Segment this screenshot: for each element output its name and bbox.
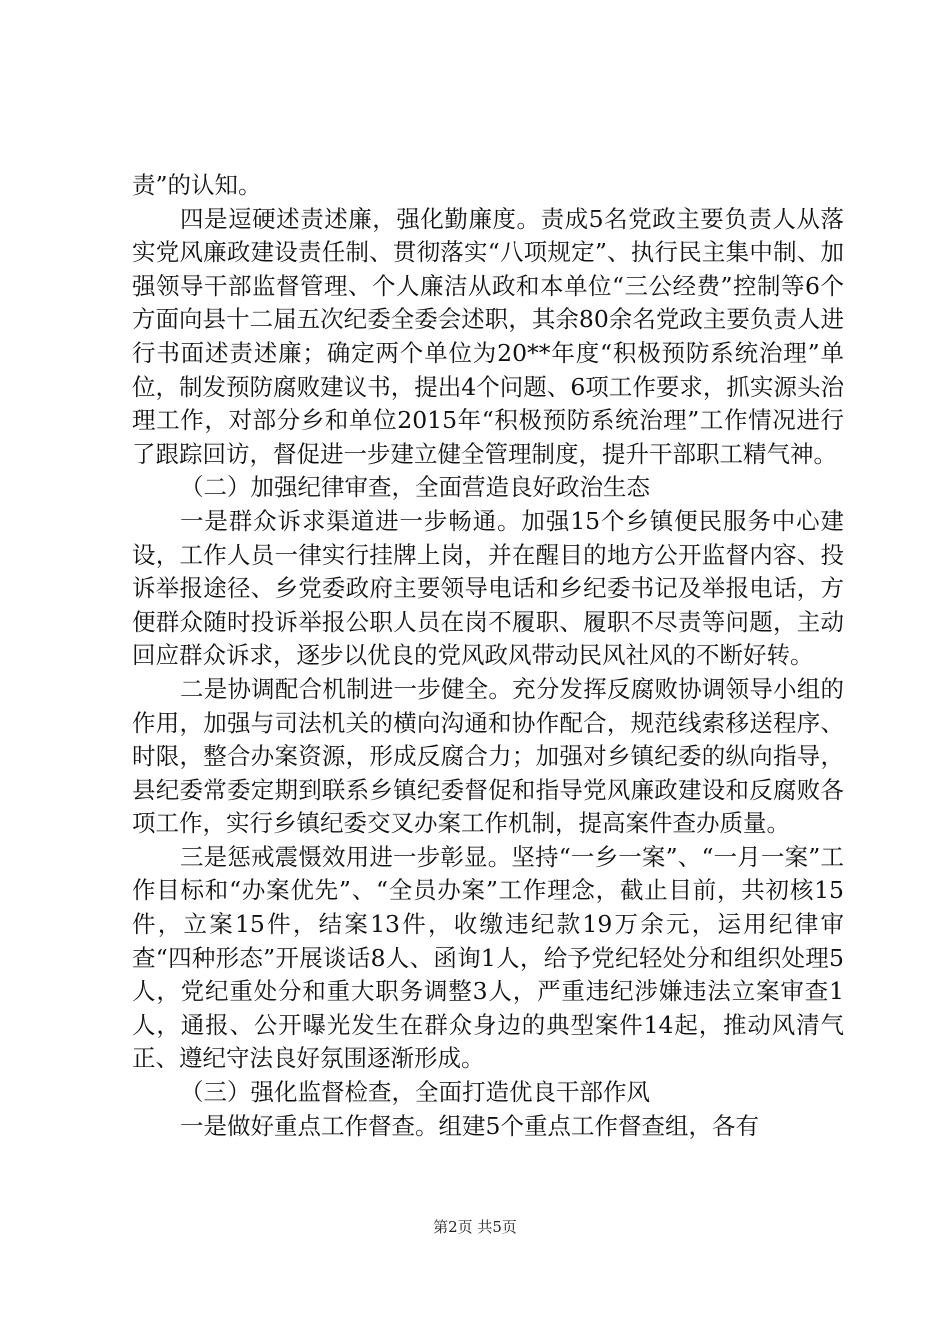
section-heading-two: （二）加强纪律审查，全面营造良好政治生态 [180,473,650,502]
paragraph-item-two: 二是协调配合机制进一步健全。充分发挥反腐败协调领导小组的作用，加强与司法机关的横向沟通和协作配合，规范线索移送程序、时限，整合办案资源，形成反腐合力；加强对乡镇纪委的纵向指导，县纪委常委定期到联系乡镇纪委督促和指导党风廉政建设和反腐败各项工作，实行乡镇纪委交叉办案工作机制，提高案件查办质量。 [132,674,844,838]
document-body [132,169,844,1143]
paragraph-item-one: 一是群众诉求渠道进一步畅通。加强15个乡镇便民服务中心建设，工作人员一律实行挂牌上岗，并在醒目的地方公开监督内容、投诉举报途径、乡党委政府主要领导电话和乡纪委书记及举报电话，方便群众随时投诉举报公职人员在岗不履职、履职不尽责等问题，主动回应群众诉求，逐步以优良的党风政风带动民风社风的不断好转。 [132,506,844,670]
paragraph-item-four: 四是逗硬述责述廉，强化勤廉度。责成5名党政主要负责人从落实党风廉政建设责任制、贯彻落实“八项规定”、执行民主集中制、加强领导干部监督管理、个人廉洁从政和本单位“三公经费”控制等6个方面向县十二届五次纪委全委会述职，其余80余名党政主要负责人进行书面述责述廉；确定两个单位为20**年度“积极预防系统治理”单位，制发预防腐败建议书，提出4个问题、6项工作要求，抓实源头治理工作，对部分乡和单位2015年“积极预防系统治理”工作情况进行了跟踪回访，督促进一步建立健全管理制度，提升干部职工精气神。 [132,204,844,468]
page-footer: 第2页 共5页 [433,1218,517,1236]
paragraph-item-three: 三是惩戒震慑效用进一步彰显。坚持“一乡一案”、“一月一案”工作目标和“办案优先”、“全员办案”工作理念，截止目前，共初核15件，立案15件，结案13件，收缴违纪款19万余元，运用纪律审查“四种形态”开展谈话8人、函询1人，给予党纪轻处分和组织处理5人，党纪重处分和重大职务调整3人，严重违纪涉嫌违法立案审查1人，通报、公开曝光发生在群众身边的典型案件14起，推动风清气正、遵纪守法良好氛围逐渐形成。 [132,842,844,1073]
paragraph-item-one-supervision: 一是做好重点工作督查。组建5个重点工作督查组，各有 [180,1111,759,1140]
section-heading-three: （三）强化监督检查，全面打造优良干部作风 [180,1078,650,1107]
paragraph-continuation: 责”的认知。 [132,171,262,199]
